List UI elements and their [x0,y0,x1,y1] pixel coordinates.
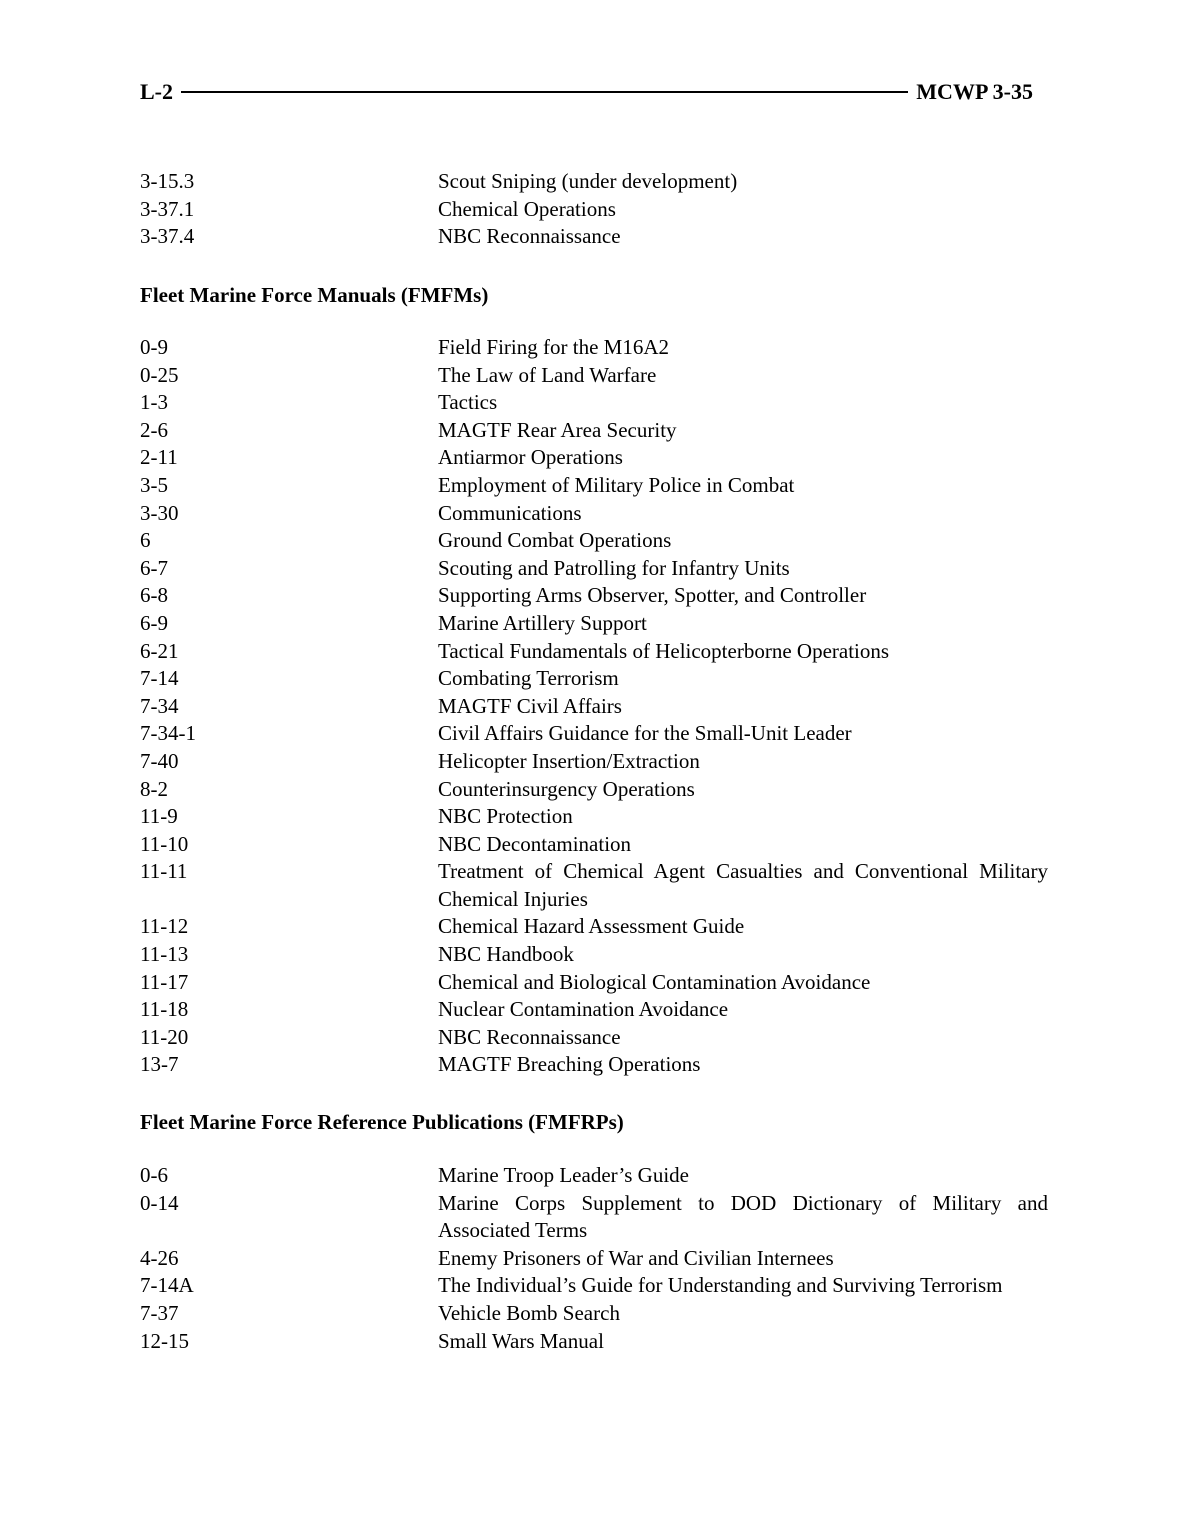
list-item [140,1272,1050,1300]
list-item [140,168,1050,196]
publication-number: 3-37.4 [140,224,195,249]
publication-number: 1-3 [140,390,168,415]
publication-title: Small Wars Manual [438,1328,604,1353]
publication-number: 7-37 [140,1300,179,1325]
publication-number: 7-14A [140,1273,194,1298]
list-item [140,858,1050,913]
publication-title: Tactical Fundamentals of Helicopterborne Operations [438,638,890,663]
list-item [140,334,1050,362]
list-item [140,748,1050,776]
list-item [140,913,1050,941]
publication-title: Field Firing for the M16A2 [438,335,669,359]
list-item [140,472,1050,500]
fmfm-list [140,334,1050,1079]
publication-title: Chemical and Biological Contamination Avoidance [438,969,871,994]
publication-number: 7-40 [140,748,179,773]
publication-number: 8-2 [140,776,168,801]
publication-title: NBC Reconnaissance [438,1024,621,1049]
list-item [140,969,1050,997]
document-id: MCWP 3-35 [916,79,1033,104]
publication-number: 3-15.3 [140,169,195,193]
list-item [140,1328,1050,1356]
list-item [140,527,1050,555]
publication-title: Marine Corps Supplement to DOD Dictionary of Military and Associated Terms [438,1190,1048,1243]
page-number: L-2 [140,79,173,104]
list-item [140,803,1050,831]
list-item [140,389,1050,417]
fmfrp-list [140,1162,1050,1355]
publication-title: Combating Terrorism [438,666,619,691]
publication-number: 3-37.1 [140,196,195,221]
list-item [140,693,1050,721]
publication-number: 4-26 [140,1245,179,1270]
publication-title: Tactics [438,390,498,415]
publication-title: Marine Artillery Support [438,610,647,635]
publication-number: 6-8 [140,583,168,608]
publication-number: 11-18 [140,997,189,1022]
publication-number: 7-14 [140,666,179,691]
list-item [140,776,1050,804]
publication-title: MAGTF Civil Affairs [438,693,622,718]
publication-number: 11-9 [140,804,178,829]
list-item [140,555,1050,583]
publication-title: NBC Handbook [438,942,574,967]
publication-number: 0-6 [140,1163,168,1187]
publication-title: Counterinsurgency Operations [438,776,695,801]
list-item [140,1051,1050,1079]
publication-title: NBC Decontamination [438,831,632,856]
publication-title: The Law of Land Warfare [438,362,657,387]
publication-number: 0-25 [140,362,179,387]
publication-title: Treatment of Chemical Agent Casualties and Conventional Military Chemical Injuries [438,859,1048,911]
publication-title: NBC Reconnaissance [438,224,621,249]
publication-number: 6-21 [140,638,179,663]
publication-number: 13-7 [140,1052,179,1077]
top-publication-list [140,168,1050,251]
publication-title: Civil Affairs Guidance for the Small-Unit Leader [438,721,852,746]
publication-title: Marine Troop Leader’s Guide [438,1163,689,1187]
list-item [140,1162,1050,1190]
list-item [140,362,1050,390]
publication-number: 12-15 [140,1328,189,1353]
list-item [140,996,1050,1024]
publication-title: NBC Protection [438,804,573,829]
publication-title: Employment of Military Police in Combat [438,472,795,497]
publication-number: 11-17 [140,969,189,994]
page-header [140,76,1033,108]
publication-title: Communications [438,500,582,525]
publication-number: 11-10 [140,831,189,856]
fmfm-heading: Fleet Marine Force Manuals (FMFMs) [140,283,489,307]
publication-number: 3-30 [140,500,179,525]
list-item [140,582,1050,610]
publication-title: MAGTF Breaching Operations [438,1052,701,1077]
publication-number: 6-7 [140,555,168,580]
list-item [140,444,1050,472]
publication-number: 6 [140,528,151,553]
list-item [140,831,1050,859]
publication-title: MAGTF Rear Area Security [438,417,677,442]
publication-number: 2-11 [140,445,178,470]
list-item [140,1300,1050,1328]
list-item [140,223,1050,251]
publication-title: Enemy Prisoners of War and Civilian Internees [438,1245,834,1270]
publication-number: 6-9 [140,610,168,635]
publication-number: 11-12 [140,914,189,939]
publication-number: 2-6 [140,417,168,442]
list-item [140,720,1050,748]
list-item [140,1245,1050,1273]
publication-title: Ground Combat Operations [438,528,672,553]
publication-title: Helicopter Insertion/Extraction [438,748,700,773]
publication-number: 0-9 [140,335,168,359]
publication-number: 3-5 [140,472,168,497]
fmfrp-heading: Fleet Marine Force Reference Publications (FMFRPs) [140,1110,624,1134]
list-item [140,665,1050,693]
publication-title: The Individual’s Guide for Understanding and Surviving Terrorism [438,1273,1003,1298]
publication-number: 11-11 [140,859,188,884]
publication-title: Chemical Hazard Assessment Guide [438,914,745,939]
publication-title: Chemical Operations [438,196,616,221]
list-item [140,941,1050,969]
publication-title: Supporting Arms Observer, Spotter, and Controller [438,583,867,608]
header-rule [181,91,908,93]
publication-number: 11-13 [140,942,189,967]
list-item [140,196,1050,224]
publication-title: Antiarmor Operations [438,445,623,470]
list-item [140,638,1050,666]
publication-number: 7-34 [140,693,179,718]
publication-number: 11-20 [140,1024,189,1049]
publication-title: Scout Sniping (under development) [438,169,738,193]
publication-number: 0-14 [140,1190,179,1215]
list-item [140,610,1050,638]
list-item [140,1024,1050,1052]
list-item [140,500,1050,528]
publication-title: Nuclear Contamination Avoidance [438,997,729,1022]
list-item [140,1190,1050,1245]
publication-title: Scouting and Patrolling for Infantry Units [438,555,790,580]
list-item [140,417,1050,445]
publication-title: Vehicle Bomb Search [438,1300,620,1325]
publication-number: 7-34-1 [140,721,196,746]
